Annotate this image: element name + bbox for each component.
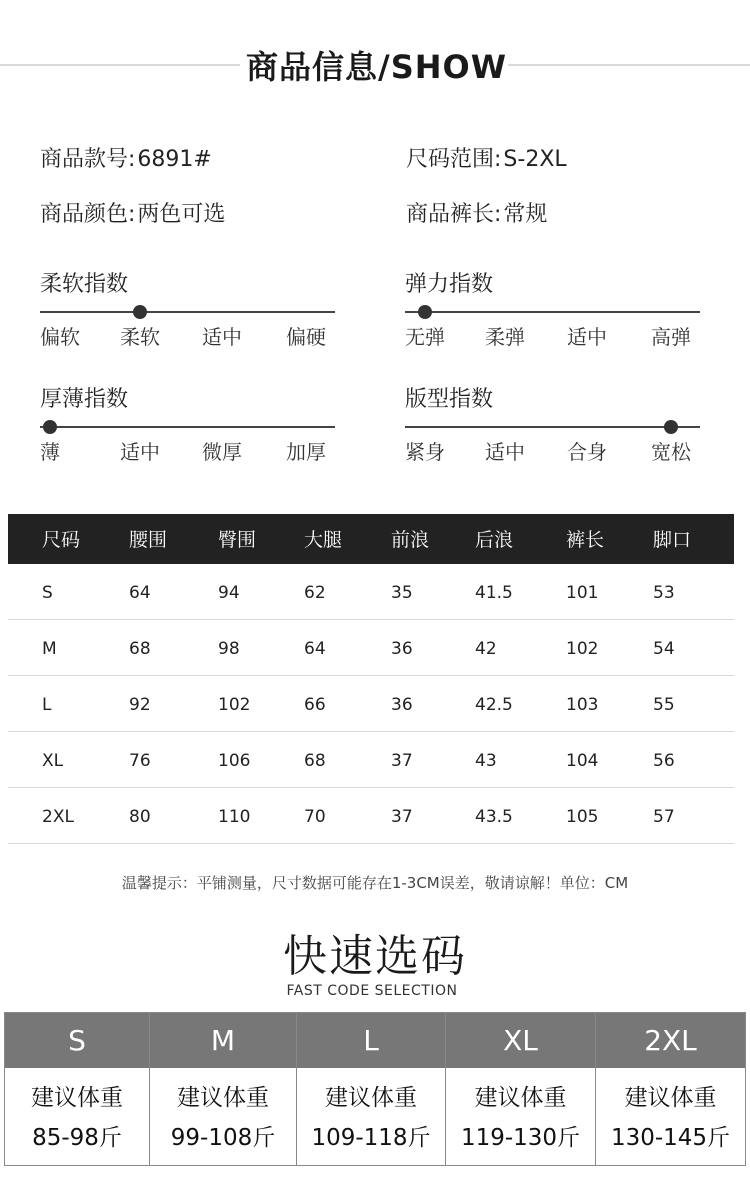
index-level: 加厚 [286, 440, 326, 464]
info-label: 尺码范围: [406, 147, 502, 172]
table-cell: 92 [129, 695, 151, 715]
info-style-no [40, 142, 212, 173]
info-value: S-2XL [503, 147, 567, 172]
table-cell: 42 [475, 639, 497, 659]
index-name: 柔软指数 [40, 272, 129, 297]
quick-size-label: XL [503, 1024, 538, 1057]
index-name: 厚薄指数 [40, 387, 129, 412]
quick-weight-range: 85-98斤 [32, 1125, 122, 1151]
table-cell: 55 [653, 695, 675, 715]
table-cell: 104 [566, 751, 599, 771]
table-cell: 62 [304, 583, 326, 603]
info-value: 两色可选 [137, 202, 226, 227]
index-level: 适中 [485, 440, 525, 464]
index-track [40, 426, 335, 428]
table-header-cell: 大腿 [304, 529, 343, 551]
index-level: 偏硬 [286, 325, 326, 349]
table-cell: 70 [304, 807, 326, 827]
quick-weight-range: 119-130斤 [460, 1125, 581, 1151]
index-level: 紧身 [405, 440, 445, 464]
quick-weight-label: 建议体重 [31, 1085, 123, 1111]
page-title: 商品信息/SHOW [246, 48, 508, 86]
table-row [8, 620, 734, 676]
index-track [40, 311, 335, 313]
quick-weight-range: 130-145斤 [610, 1125, 731, 1151]
table-cell: 43.5 [475, 807, 513, 827]
quick-weight-label: 建议体重 [177, 1085, 269, 1111]
index-softness [40, 270, 335, 349]
index-level: 合身 [567, 440, 607, 464]
table-cell: 2XL [42, 807, 74, 827]
table-cell: 57 [653, 807, 675, 827]
quick-select-column [445, 1013, 595, 1165]
table-cell: 106 [218, 751, 251, 771]
table-row [8, 788, 734, 844]
index-level: 无弹 [405, 325, 445, 349]
info-color [40, 197, 225, 228]
quick-weight-label: 建议体重 [325, 1085, 417, 1111]
table-cell: S [42, 583, 53, 603]
table-cell: 43 [475, 751, 497, 771]
table-header-row [8, 514, 734, 564]
index-level: 适中 [567, 325, 607, 349]
index-track [405, 311, 700, 313]
table-cell: 42.5 [475, 695, 513, 715]
index-name: 弹力指数 [405, 272, 494, 297]
table-header-cell: 脚口 [653, 529, 692, 551]
quick-weight-range: 109-118斤 [311, 1125, 431, 1151]
index-levels [40, 321, 335, 349]
index-marker [43, 420, 57, 434]
index-level: 适中 [120, 440, 160, 464]
index-thickness [40, 385, 335, 464]
section-header [0, 38, 750, 90]
table-cell: 35 [391, 583, 413, 603]
index-marker [418, 305, 432, 319]
index-name: 版型指数 [405, 387, 494, 412]
quick-size-label: S [68, 1024, 86, 1057]
table-cell: 66 [304, 695, 326, 715]
table-cell: 36 [391, 695, 413, 715]
table-cell: 76 [129, 751, 151, 771]
quick-select-subtitle: FAST CODE SELECTION [286, 983, 458, 999]
table-row [8, 564, 734, 620]
index-level: 宽松 [651, 440, 691, 464]
index-elasticity [405, 270, 700, 349]
info-label: 商品款号: [40, 147, 136, 172]
index-level: 适中 [202, 325, 242, 349]
table-cell: 54 [653, 639, 675, 659]
info-value: 常规 [503, 202, 548, 227]
quick-weight-range: 99-108斤 [170, 1125, 276, 1151]
index-level: 偏软 [40, 325, 80, 349]
quick-size-label: M [210, 1024, 236, 1057]
quick-weight-label: 建议体重 [624, 1085, 717, 1111]
table-cell: 68 [129, 639, 151, 659]
info-label: 商品颜色: [40, 202, 136, 227]
header-divider-left [0, 64, 240, 66]
table-cell: XL [42, 751, 64, 771]
table-header-cell: 裤长 [566, 529, 605, 551]
table-header-cell: 后浪 [475, 529, 514, 551]
index-level: 高弹 [651, 325, 691, 349]
table-cell: 37 [391, 751, 413, 771]
quick-size-label: L [363, 1024, 379, 1057]
quick-weight-label: 建议体重 [474, 1085, 567, 1111]
index-marker [664, 420, 678, 434]
index-level: 微厚 [202, 440, 242, 464]
quick-select-title: 快速选码 [283, 931, 467, 982]
table-cell: 37 [391, 807, 413, 827]
table-cell: 36 [391, 639, 413, 659]
index-levels [405, 321, 700, 349]
quick-size-label: 2XL [644, 1024, 697, 1057]
info-pant-length [406, 197, 547, 228]
info-value: 6891# [137, 147, 212, 172]
header-divider-right [508, 64, 750, 66]
table-header-cell: 前浪 [391, 529, 430, 551]
table-header-cell: 臀围 [218, 529, 257, 551]
index-marker [133, 305, 147, 319]
table-cell: 41.5 [475, 583, 513, 603]
table-cell: 98 [218, 639, 240, 659]
index-levels [405, 436, 700, 464]
index-level: 柔软 [120, 325, 160, 349]
table-cell: 102 [218, 695, 251, 715]
table-cell: 64 [304, 639, 326, 659]
quick-select-grid [4, 1012, 746, 1166]
measurement-note: 温馨提示：平铺测量，尺寸数据可能存在1-3CM误差，敬请谅解！单位：CM [121, 874, 629, 892]
quick-select-column [595, 1013, 745, 1165]
table-cell: 103 [566, 695, 599, 715]
table-header-cell: 尺码 [42, 529, 81, 551]
index-level: 柔弹 [485, 325, 525, 349]
size-table [8, 514, 734, 844]
table-cell: 53 [653, 583, 675, 603]
table-cell: 110 [218, 807, 251, 827]
table-cell: 94 [218, 583, 240, 603]
quick-select-column [5, 1013, 149, 1165]
table-cell: L [42, 695, 52, 715]
table-row [8, 676, 734, 732]
table-cell: 105 [566, 807, 599, 827]
quick-select-column [149, 1013, 296, 1165]
index-level: 薄 [40, 440, 60, 464]
table-cell: 64 [129, 583, 151, 603]
table-cell: 68 [304, 751, 326, 771]
table-cell: 102 [566, 639, 599, 659]
table-row [8, 732, 734, 788]
info-label: 商品裤长: [406, 202, 502, 227]
table-cell: 80 [129, 807, 151, 827]
index-fit [405, 385, 700, 464]
info-size-range [406, 142, 567, 173]
table-cell: 56 [653, 751, 675, 771]
table-cell: 101 [566, 583, 599, 603]
table-cell: M [42, 639, 57, 659]
quick-select-column [296, 1013, 445, 1165]
table-header-cell: 腰围 [129, 529, 168, 551]
index-track [405, 426, 700, 428]
index-levels [40, 436, 335, 464]
